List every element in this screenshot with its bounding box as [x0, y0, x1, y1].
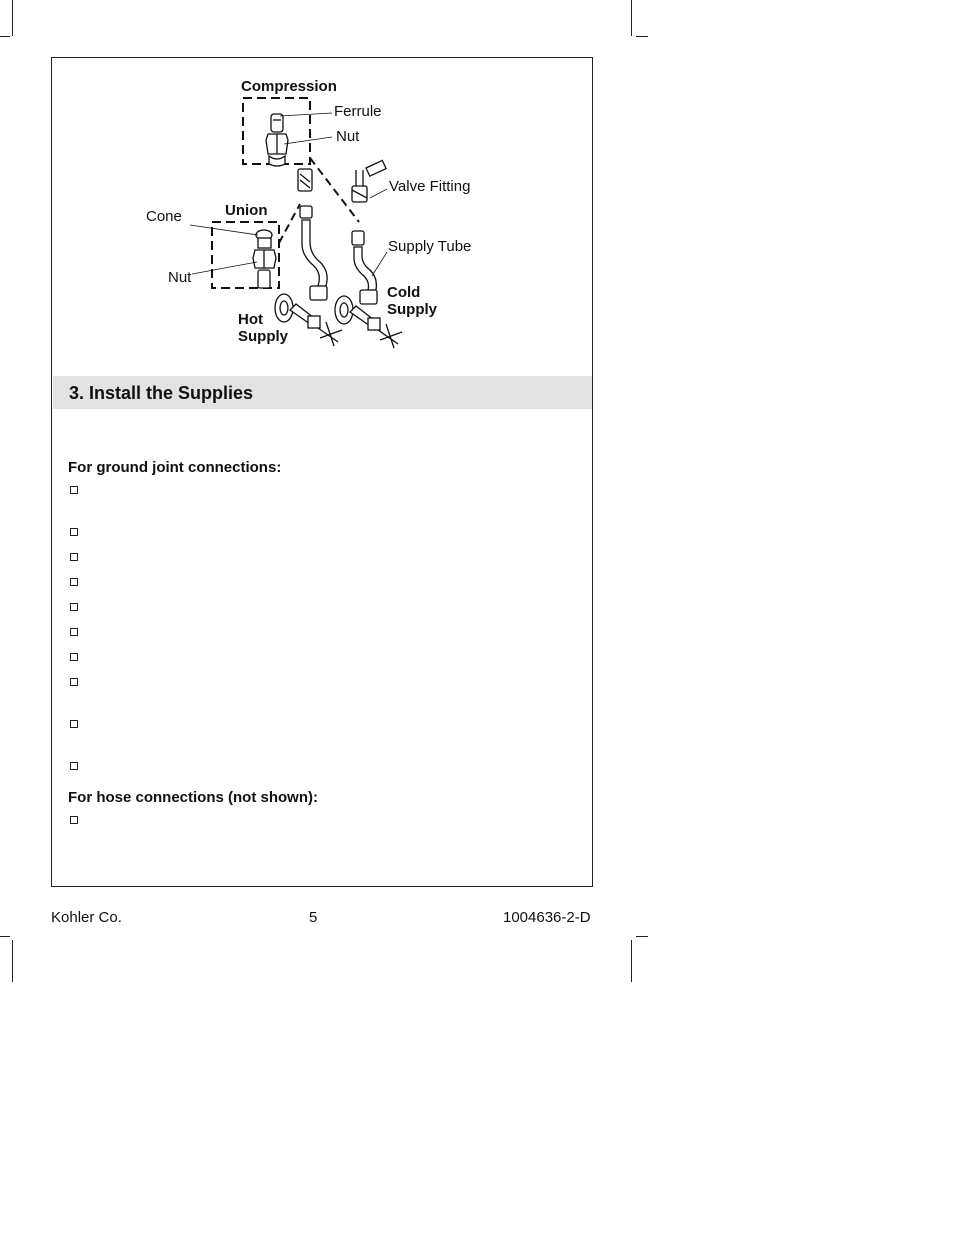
label-nut-top: Nut	[336, 128, 360, 145]
crop-mark	[0, 36, 10, 37]
ground-joint-checkbox[interactable]	[70, 762, 78, 770]
compression-fitting-icon	[266, 114, 288, 166]
ground-joint-checkbox[interactable]	[70, 653, 78, 661]
union-fitting-icon	[253, 230, 276, 288]
crop-mark	[631, 0, 632, 36]
footer-company: Kohler Co.	[51, 909, 122, 926]
label-hot-supply-2: Supply	[238, 328, 289, 345]
crop-mark	[631, 940, 632, 982]
cold-supply-tube	[352, 160, 386, 304]
label-valve-fitting: Valve Fitting	[389, 178, 471, 195]
ground-joint-checkbox[interactable]	[70, 578, 78, 586]
footer-page-number: 5	[309, 909, 318, 926]
crop-mark	[636, 936, 648, 937]
supply-connection-diagram	[52, 58, 592, 368]
label-union: Union	[225, 202, 268, 219]
crop-mark	[636, 36, 648, 37]
label-cone: Cone	[146, 208, 182, 225]
ground-joint-checkbox[interactable]	[70, 553, 78, 561]
ground-joint-checkbox[interactable]	[70, 678, 78, 686]
instruction-panel	[51, 57, 593, 887]
crop-mark	[12, 940, 13, 982]
section-title: 3. Install the Supplies	[69, 383, 254, 403]
ground-joint-checkbox[interactable]	[70, 603, 78, 611]
label-cold-supply-1: Cold	[387, 284, 421, 301]
hose-heading: For hose connections (not shown):	[68, 789, 318, 806]
hose-checkbox[interactable]	[70, 816, 78, 824]
hot-supply-tube	[298, 169, 327, 300]
crop-mark	[12, 0, 13, 36]
label-supply-tube: Supply Tube	[388, 238, 472, 255]
label-ferrule: Ferrule	[334, 103, 382, 120]
ground-joint-checkbox[interactable]	[70, 486, 78, 494]
label-cold-supply-2: Supply	[387, 301, 438, 318]
ground-joint-checkbox[interactable]	[70, 528, 78, 536]
label-compression: Compression	[241, 78, 337, 95]
ground-joint-checkbox[interactable]	[70, 720, 78, 728]
label-nut-left: Nut	[168, 269, 192, 286]
section-header	[53, 376, 592, 409]
crop-mark	[0, 936, 10, 937]
footer-doc-number: 1004636-2-D	[503, 909, 591, 926]
label-hot-supply-1: Hot	[238, 311, 263, 328]
ground-joint-heading: For ground joint connections:	[68, 459, 282, 476]
ground-joint-checkbox[interactable]	[70, 628, 78, 636]
